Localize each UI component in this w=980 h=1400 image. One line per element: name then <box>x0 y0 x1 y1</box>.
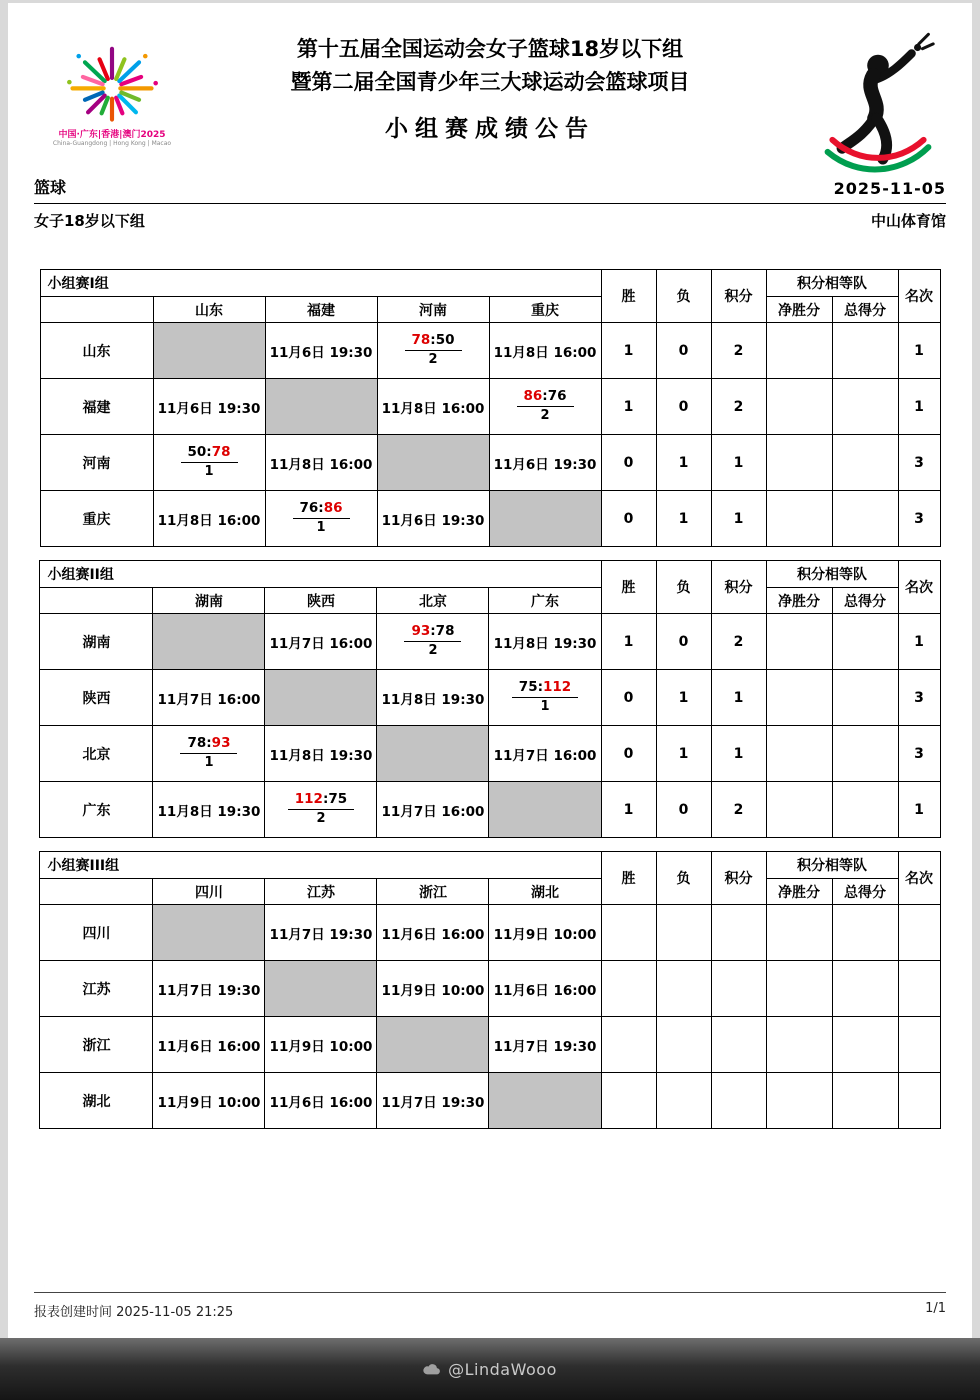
loss-value: 1 <box>656 726 711 782</box>
net-points-value <box>766 961 832 1017</box>
logo-text-en: China-Guangdong | Hong Kong | Macao <box>52 140 172 147</box>
team-name: 北京 <box>40 726 153 782</box>
report-date: 2025-11-05 <box>833 179 946 198</box>
group-name: 小组赛I组 <box>40 270 601 297</box>
team-name: 河南 <box>40 435 153 491</box>
title-line-1: 第十五届全国运动会女子篮球18岁以下组 <box>296 37 684 61</box>
team-row <box>40 670 940 726</box>
venue-label: 中山体育馆 <box>870 212 946 230</box>
net-points-value <box>766 435 832 491</box>
match-score: $\frac{112:75}{2}$ <box>265 782 377 838</box>
header-win: 胜 <box>601 561 656 614</box>
loss-value: 1 <box>656 435 711 491</box>
match-score: $\frac{93:78}{2}$ <box>377 614 489 670</box>
loss-value <box>656 961 711 1017</box>
match-time: 11月7日 16:00 <box>265 614 377 670</box>
self-match-cell <box>489 782 601 838</box>
team-name: 陕西 <box>40 670 153 726</box>
match-time: 11月6日 19:30 <box>265 323 377 379</box>
header-tiebreak: 积分相等队 <box>766 852 898 879</box>
total-points-value <box>832 323 898 379</box>
category-label: 女子18岁以下组 <box>34 212 145 230</box>
net-points-value <box>766 726 832 782</box>
group-tables <box>8 269 972 1129</box>
win-value: 0 <box>601 726 656 782</box>
match-time: 11月7日 19:30 <box>265 905 377 961</box>
match-time: 11月8日 16:00 <box>265 435 377 491</box>
sport-label: 篮球 <box>34 178 67 197</box>
net-points-value <box>766 323 832 379</box>
match-time: 11月8日 19:30 <box>153 782 265 838</box>
loss-value: 1 <box>656 670 711 726</box>
self-match-cell <box>265 670 377 726</box>
opponent-header: 江苏 <box>265 879 377 905</box>
header-total-points: 总得分 <box>832 588 898 614</box>
fireworks-emblem-icon <box>60 31 164 127</box>
win-value: 0 <box>601 670 656 726</box>
self-match-cell <box>265 379 377 435</box>
team-row <box>40 905 940 961</box>
win-value: 1 <box>601 379 656 435</box>
opponent-header: 湖北 <box>489 879 601 905</box>
team-row <box>40 491 940 547</box>
rank-value <box>898 905 940 961</box>
rank-value <box>898 1073 940 1129</box>
total-points-value <box>832 782 898 838</box>
rank-value: 3 <box>898 435 940 491</box>
match-time: 11月7日 19:30 <box>377 1073 489 1129</box>
total-points-value <box>832 905 898 961</box>
header-tiebreak: 积分相等队 <box>766 270 898 297</box>
match-time: 11月6日 16:00 <box>489 961 601 1017</box>
opponent-header: 浙江 <box>377 879 489 905</box>
report-footer <box>34 1292 946 1320</box>
rank-value: 3 <box>898 726 940 782</box>
header-loss: 负 <box>656 852 711 905</box>
logo-text-cn: 中国·广东|香港|澳门2025 <box>58 130 166 140</box>
points-value: 2 <box>711 782 766 838</box>
opponent-header: 湖南 <box>153 588 265 614</box>
match-time: 11月8日 16:00 <box>377 379 489 435</box>
header-rank: 名次 <box>898 561 940 614</box>
match-score: $\frac{50:78}{1}$ <box>153 435 265 491</box>
header-tiebreak: 积分相等队 <box>766 561 898 588</box>
header-rank: 名次 <box>898 270 940 323</box>
loss-value: 0 <box>656 614 711 670</box>
total-points-value <box>832 961 898 1017</box>
opponent-header: 河南 <box>377 297 489 323</box>
team-row <box>40 614 940 670</box>
net-points-value <box>766 782 832 838</box>
team-name: 浙江 <box>40 1017 153 1073</box>
match-time: 11月9日 10:00 <box>153 1073 265 1129</box>
header-points: 积分 <box>711 852 766 905</box>
points-value: 2 <box>711 614 766 670</box>
opponent-header: 福建 <box>265 297 377 323</box>
group-table <box>39 851 940 1129</box>
win-value: 1 <box>601 614 656 670</box>
match-time: 11月7日 16:00 <box>377 782 489 838</box>
cloud-icon <box>423 1362 441 1376</box>
match-time: 11月6日 16:00 <box>265 1073 377 1129</box>
report-page <box>8 3 972 1400</box>
total-points-value <box>832 435 898 491</box>
meta-strip <box>34 175 946 231</box>
header-points: 积分 <box>711 561 766 614</box>
loss-value <box>656 1073 711 1129</box>
match-time: 11月8日 16:00 <box>153 491 265 547</box>
match-time: 11月6日 19:30 <box>153 379 265 435</box>
team-row <box>40 1073 940 1129</box>
total-points-value <box>832 379 898 435</box>
loss-value: 0 <box>656 379 711 435</box>
net-points-value <box>766 670 832 726</box>
group-table <box>40 269 941 547</box>
team-name: 山东 <box>40 323 153 379</box>
header-total-points: 总得分 <box>832 879 898 905</box>
points-value: 1 <box>711 726 766 782</box>
loss-value: 0 <box>656 323 711 379</box>
group-table <box>39 560 940 838</box>
team-row <box>40 379 940 435</box>
win-value: 1 <box>601 323 656 379</box>
points-value <box>711 1017 766 1073</box>
match-time: 11月8日 19:30 <box>377 670 489 726</box>
corner-cell <box>40 297 153 323</box>
points-value <box>711 961 766 1017</box>
points-value <box>711 1073 766 1129</box>
points-value: 1 <box>711 435 766 491</box>
self-match-cell <box>153 905 265 961</box>
net-points-value <box>766 614 832 670</box>
team-row <box>40 323 940 379</box>
self-match-cell <box>265 961 377 1017</box>
total-points-value <box>832 670 898 726</box>
points-value <box>711 905 766 961</box>
win-value: 0 <box>601 491 656 547</box>
opponent-header: 四川 <box>153 879 265 905</box>
points-value: 1 <box>711 491 766 547</box>
team-name: 重庆 <box>40 491 153 547</box>
team-row <box>40 1017 940 1073</box>
team-row <box>40 961 940 1017</box>
header-net-points: 净胜分 <box>766 297 832 323</box>
header-total-points: 总得分 <box>832 297 898 323</box>
total-points-value <box>832 726 898 782</box>
match-time: 11月6日 19:30 <box>489 435 601 491</box>
match-time: 11月8日 19:30 <box>265 726 377 782</box>
match-time: 11月7日 16:00 <box>489 726 601 782</box>
loss-value <box>656 1017 711 1073</box>
match-time: 11月9日 10:00 <box>489 905 601 961</box>
rank-value: 3 <box>898 491 940 547</box>
rank-value: 1 <box>898 782 940 838</box>
team-row <box>40 726 940 782</box>
win-value: 1 <box>601 782 656 838</box>
rank-value: 3 <box>898 670 940 726</box>
total-points-value <box>832 614 898 670</box>
self-match-cell <box>377 726 489 782</box>
opponent-header: 北京 <box>377 588 489 614</box>
header-rank: 名次 <box>898 852 940 905</box>
games-logo <box>52 31 172 147</box>
match-time: 11月6日 16:00 <box>153 1017 265 1073</box>
team-name: 四川 <box>40 905 153 961</box>
header-win: 胜 <box>601 270 656 323</box>
win-value <box>601 1073 656 1129</box>
win-value: 0 <box>601 435 656 491</box>
net-points-value <box>766 379 832 435</box>
win-value <box>601 905 656 961</box>
match-time: 11月9日 10:00 <box>265 1017 377 1073</box>
net-points-value <box>766 1073 832 1129</box>
rank-value: 1 <box>898 379 940 435</box>
team-name: 湖北 <box>40 1073 153 1129</box>
self-match-cell <box>153 323 265 379</box>
match-time: 11月8日 19:30 <box>489 614 601 670</box>
team-row <box>40 782 940 838</box>
opponent-header: 重庆 <box>489 297 601 323</box>
rank-value <box>898 1017 940 1073</box>
win-value <box>601 1017 656 1073</box>
points-value: 2 <box>711 323 766 379</box>
team-name: 福建 <box>40 379 153 435</box>
opponent-header: 山东 <box>153 297 265 323</box>
corner-cell <box>40 588 153 614</box>
group-name: 小组赛II组 <box>40 561 601 588</box>
match-time: 11月6日 16:00 <box>377 905 489 961</box>
document-header <box>8 3 972 175</box>
corner-cell <box>40 879 153 905</box>
match-time: 11月7日 19:30 <box>153 961 265 1017</box>
total-points-value <box>832 1073 898 1129</box>
total-points-value <box>832 1017 898 1073</box>
badminton-player-icon <box>818 29 938 174</box>
match-score: $\frac{86:76}{2}$ <box>489 379 601 435</box>
sport-pictogram <box>818 29 938 174</box>
title-line-2: 暨第二届全国青少年三大球运动会篮球项目 <box>290 69 690 94</box>
rank-value: 1 <box>898 323 940 379</box>
net-points-value <box>766 905 832 961</box>
self-match-cell <box>377 435 489 491</box>
header-net-points: 净胜分 <box>766 588 832 614</box>
points-value: 2 <box>711 379 766 435</box>
match-score: $\frac{78:50}{2}$ <box>377 323 489 379</box>
self-match-cell <box>153 614 265 670</box>
opponent-header: 陕西 <box>265 588 377 614</box>
match-time: 11月7日 19:30 <box>489 1017 601 1073</box>
team-name: 湖南 <box>40 614 153 670</box>
match-score: $\frac{76:86}{1}$ <box>265 491 377 547</box>
header-win: 胜 <box>601 852 656 905</box>
rank-value <box>898 961 940 1017</box>
watermark-text: @LindaWooo <box>448 1359 557 1379</box>
loss-value: 1 <box>656 491 711 547</box>
group-name: 小组赛III组 <box>40 852 601 879</box>
net-points-value <box>766 491 832 547</box>
opponent-header: 广东 <box>489 588 601 614</box>
rank-value: 1 <box>898 614 940 670</box>
header-loss: 负 <box>656 270 711 323</box>
net-points-value <box>766 1017 832 1073</box>
match-score: $\frac{78:93}{1}$ <box>153 726 265 782</box>
match-time: 11月9日 10:00 <box>377 961 489 1017</box>
team-row <box>40 435 940 491</box>
total-points-value <box>832 491 898 547</box>
match-score: $\frac{75:112}{1}$ <box>489 670 601 726</box>
team-name: 广东 <box>40 782 153 838</box>
match-time: 11月6日 19:30 <box>377 491 489 547</box>
header-loss: 负 <box>656 561 711 614</box>
self-match-cell <box>377 1017 489 1073</box>
header-points: 积分 <box>711 270 766 323</box>
self-match-cell <box>489 491 601 547</box>
report-title: 小组赛成绩公告 <box>385 116 595 143</box>
watermark-band <box>0 1338 980 1400</box>
team-name: 江苏 <box>40 961 153 1017</box>
points-value: 1 <box>711 670 766 726</box>
match-time: 11月7日 16:00 <box>153 670 265 726</box>
self-match-cell <box>489 1073 601 1129</box>
match-time: 11月8日 16:00 <box>489 323 601 379</box>
report-created-time: 报表创建时间 2025-11-05 21:25 <box>34 1305 234 1320</box>
header-net-points: 净胜分 <box>766 879 832 905</box>
loss-value <box>656 905 711 961</box>
win-value <box>601 961 656 1017</box>
page-number: 1/1 <box>925 1301 946 1316</box>
loss-value: 0 <box>656 782 711 838</box>
